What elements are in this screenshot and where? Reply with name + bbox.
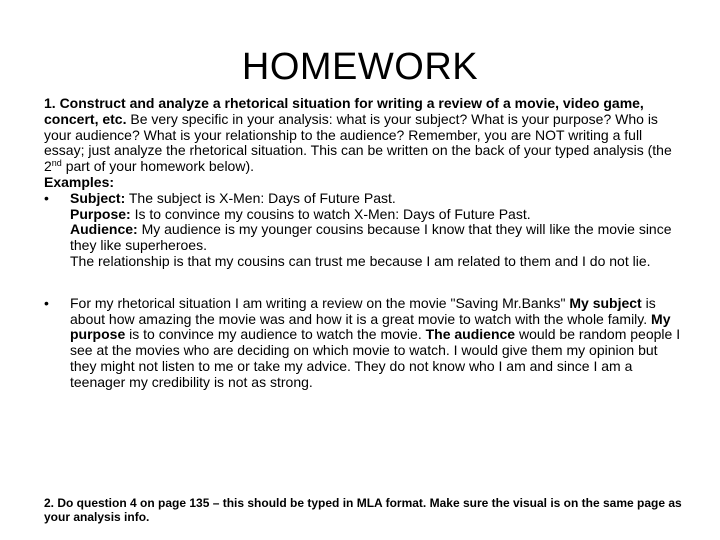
example-2-audience-label: The audience: [425, 326, 516, 343]
bullet-icon: •: [44, 189, 49, 206]
example-2-subject-text: is about how amazing the movie was and how it is a great movie to watch with the whole family.: [70, 294, 656, 327]
example-2: [44, 296, 684, 391]
example-1-relationship: The relationship is that my cousins can trust me because I am related to them and I do not lie.: [70, 252, 651, 269]
example-1: [44, 191, 684, 270]
question-1-text-b: part of your homework below).: [61, 158, 255, 175]
audience-label: Audience:: [70, 221, 138, 238]
example-1-audience: [70, 222, 684, 254]
audience-text: My audience is my younger cousins because I know that they will like the movie since they like superheroes.: [70, 221, 672, 254]
slide-title: HOMEWORK: [241, 46, 479, 88]
question-1-text-a: Be very specific in your analysis: what is your subject? What is your purpose? Who is your audience? What is your relationship to the audience? Remember, you are NOT writing a full essay; just analyze the rhetorical situation. This can be written on the back of your typed analysis (the 2: [44, 110, 672, 175]
example-2-purpose-label: My purpose: [70, 310, 671, 343]
question-1-superscript: nd: [51, 158, 62, 169]
subject-label: Subject:: [70, 189, 126, 206]
question-2: 2. Do question 4 on page 135 – this should be typed in MLA format. Make sure the visual is on the same page as your analysis info.: [44, 496, 682, 524]
purpose-label: Purpose:: [70, 205, 131, 222]
example-2-subject-label: My subject: [569, 294, 642, 311]
example-1-subject: [70, 191, 684, 207]
question-1: [44, 96, 684, 175]
example-1-purpose: [70, 207, 684, 223]
example-2-intro: For my rhetorical situation I am writing a review on the movie "Saving Mr.Banks": [70, 294, 570, 311]
question-1-lead: 1. Construct and analyze a rhetorical situation for writing a review of a movie, video game, concert, etc.: [44, 95, 644, 127]
slide-body: [44, 96, 684, 391]
examples-label: Examples:: [44, 173, 115, 190]
example-2-audience-text: would be random people I see at the movies who are deciding on which movie to watch. I would give them my opinion but they might not listen to me or take my advice. They do not know who I am and since I am a teenager my credibility is not as strong.: [70, 326, 681, 390]
example-2-purpose-text: is to convince my audience to watch the movie.: [125, 326, 426, 343]
bullet-icon: •: [44, 294, 49, 311]
subject-text: The subject is X-Men: Days of Future Past.: [125, 189, 396, 206]
example-2-paragraph: [70, 296, 684, 391]
purpose-text: Is to convince my cousins to watch X-Men: Days of Future Past.: [130, 205, 531, 222]
